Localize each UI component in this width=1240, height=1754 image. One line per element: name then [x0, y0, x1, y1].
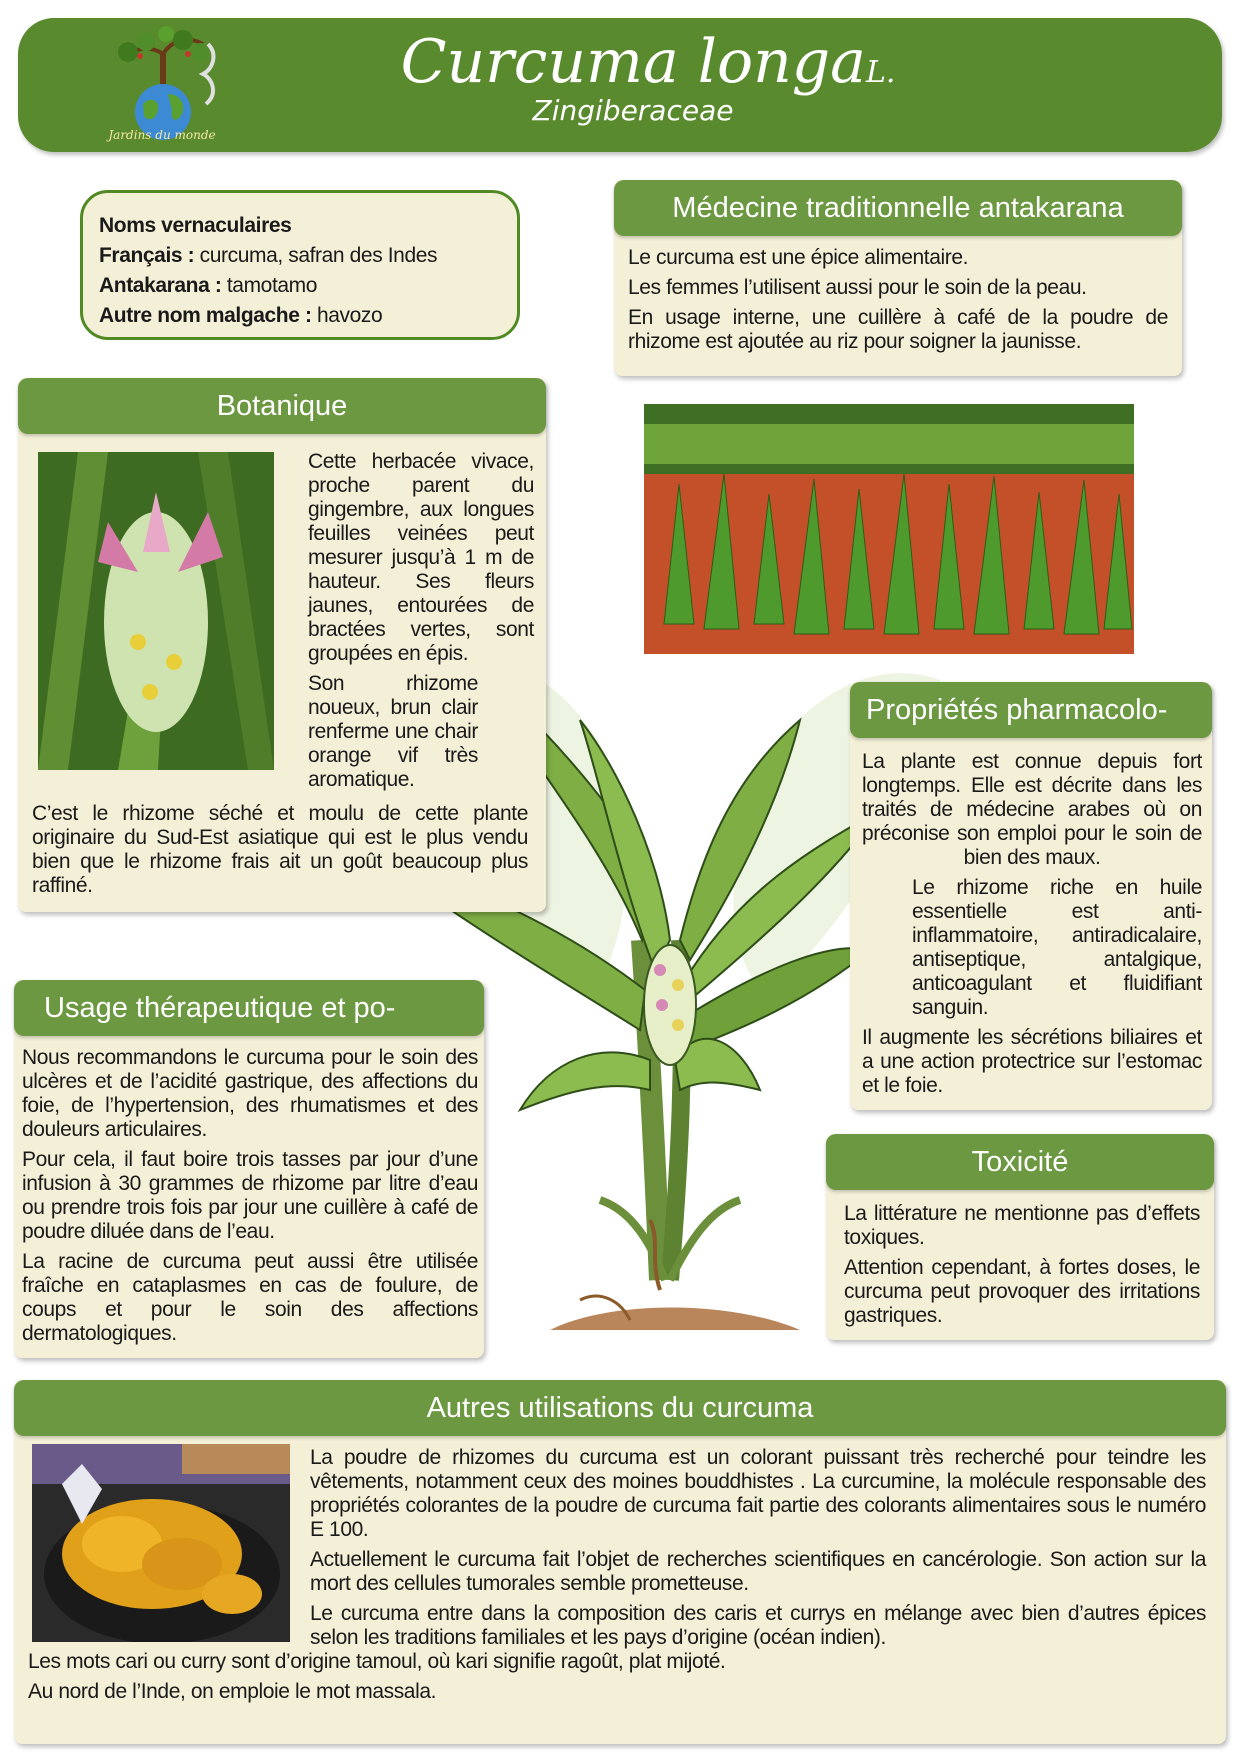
medecine-heading: Médecine traditionnelle antakarana: [614, 180, 1182, 236]
powder-photo: [32, 1444, 290, 1642]
autres-text-right: [310, 1446, 1206, 1656]
powder-image: [32, 1444, 290, 1642]
medecine-p2: Les femmes l’utilisent aussi pour le soin de la peau.: [628, 276, 1087, 299]
autres-p5: Au nord de l’Inde, on emploie le mot massala.: [28, 1680, 437, 1703]
usage-text: [22, 1046, 478, 1352]
proprietes-heading: Propriétés pharmacolo-: [850, 682, 1212, 738]
species-author: L.: [865, 55, 896, 90]
medecine-text: [628, 246, 1168, 360]
logo-icon: [88, 24, 238, 142]
header-banner: [18, 18, 1222, 152]
botanique-p1: Cette herbacée vivace, proche parent du gingembre, aux longues feuilles veinées peut mesurer jusqu’à 1 m de hauteur. Ses fleurs jaunes, entourées de bractées vertes, sont groupées en épis.: [308, 450, 534, 665]
logo-text: Jardins du monde: [108, 128, 216, 142]
autres-heading: Autres utilisations du curcuma: [14, 1380, 1226, 1436]
field-photo: [644, 404, 1134, 654]
autres-text-bottom: [28, 1650, 1208, 1710]
family-name: Zingiberaceae: [532, 94, 734, 127]
usage-p1: Nous recommandons le curcuma pour le soin des ulcères et de l’acidité gastrique, des affections du foie, de l’hypertension, des rhumatismes et des douleurs articulaires.: [22, 1046, 478, 1141]
toxicite-p1: La littérature ne mentionne pas d’effets toxiques.: [844, 1202, 1200, 1249]
proprietes-p2: Le rhizome riche en huile essentielle est anti-inflammatoire, antiradicalaire, antiseptique, antalgique, anticoagulant et fluidifiant sanguin.: [912, 876, 1202, 1019]
toxicite-p2: Attention cependant, à fortes doses, le curcuma peut provoquer des irritations gastriques.: [844, 1256, 1200, 1327]
vernacular-heading: Noms vernaculaires: [99, 214, 292, 237]
botanique-heading: Botanique: [18, 378, 546, 434]
medecine-panel: [614, 180, 1182, 376]
autres-p1: La poudre de rhizomes du curcuma est un colorant puissant très recherché pour teindre les vêtements, notamment ceux des moines bouddhistes . La curcumine, la molécule responsable des propriétés colorantes de la poudre de curcuma fait partie des colorants alimentaires sous le numéro E 100.: [310, 1446, 1206, 1541]
medecine-p1: Le curcuma est une épice alimentaire.: [628, 246, 969, 269]
vernacular-names-box: [80, 190, 520, 340]
autres-p2: Actuellement le curcuma fait l’objet de recherches scientifiques en cancérologie. Son action sur la mort des cellules tumorales semble prometteuse.: [310, 1548, 1206, 1595]
botanique-text-right: [308, 450, 534, 798]
usage-heading: Usage thérapeutique et po-: [14, 980, 484, 1036]
toxicite-heading: Toxicité: [826, 1134, 1214, 1190]
toxicite-panel: [826, 1134, 1214, 1340]
usage-p2: Pour cela, il faut boire trois tasses par jour d’une infusion à 30 grammes de rhizome par litre d’eau ou prendre trois fois par jour une cuillère à café de poudre diluée dans de l’eau.: [22, 1148, 478, 1243]
vernacular-row-francais: Français : curcuma, safran des Indes: [99, 244, 438, 267]
toxicite-text: [844, 1202, 1200, 1334]
proprietes-p3: Il augmente les sécrétions biliaires et a une action protectrice sur l’estomac et le foie.: [862, 1026, 1202, 1097]
usage-p3: La racine de curcuma peut aussi être utilisée fraîche en cataplasmes en cas de foulure, de coups et pour le soin des affections dermatologiques.: [22, 1250, 478, 1345]
proprietes-text: [862, 750, 1202, 1104]
autres-panel: [14, 1380, 1226, 1744]
vernacular-row-antakarana: Antakarana : tamotamo: [99, 274, 318, 297]
field-image: [644, 404, 1134, 654]
medecine-p3: En usage interne, une cuillère à café de la poudre de rhizome est ajoutée au riz pour soigner la jaunisse.: [628, 306, 1168, 353]
autres-p4: Les mots cari ou curry sont d’origine tamoul, où kari signifie ragoût, plat mijoté.: [28, 1650, 726, 1673]
species-name: Curcuma longa: [400, 27, 866, 97]
botanique-panel: [18, 378, 546, 912]
vernacular-row-malgache: Autre nom malgache : havozo: [99, 304, 383, 327]
flower-image: [38, 452, 274, 770]
botanique-text-bottom: [32, 802, 528, 904]
flower-photo: [38, 452, 274, 770]
autres-p3: Le curcuma entre dans la composition des caris et currys en mélange avec bien d’autres épices selon les traditions familiales et les pays d’origine (océan indien).: [310, 1602, 1206, 1649]
botanique-p2: Son rhizome noueux, brun clair renferme une chair orange vif très aromatique.: [308, 672, 478, 791]
usage-panel: [14, 980, 484, 1358]
proprietes-panel: [850, 682, 1212, 1110]
botanique-p3: C’est le rhizome séché et moulu de cette plante originaire du Sud-Est asiatique qui est le plus vendu bien que le rhizome frais ait un goût beaucoup plus raffiné.: [32, 802, 528, 897]
proprietes-p1: La plante est connue depuis fort longtemps. Elle est décrite dans les traités de médecine arabes où on préconise son emploi pour le soin de bien des maux.: [862, 750, 1202, 869]
